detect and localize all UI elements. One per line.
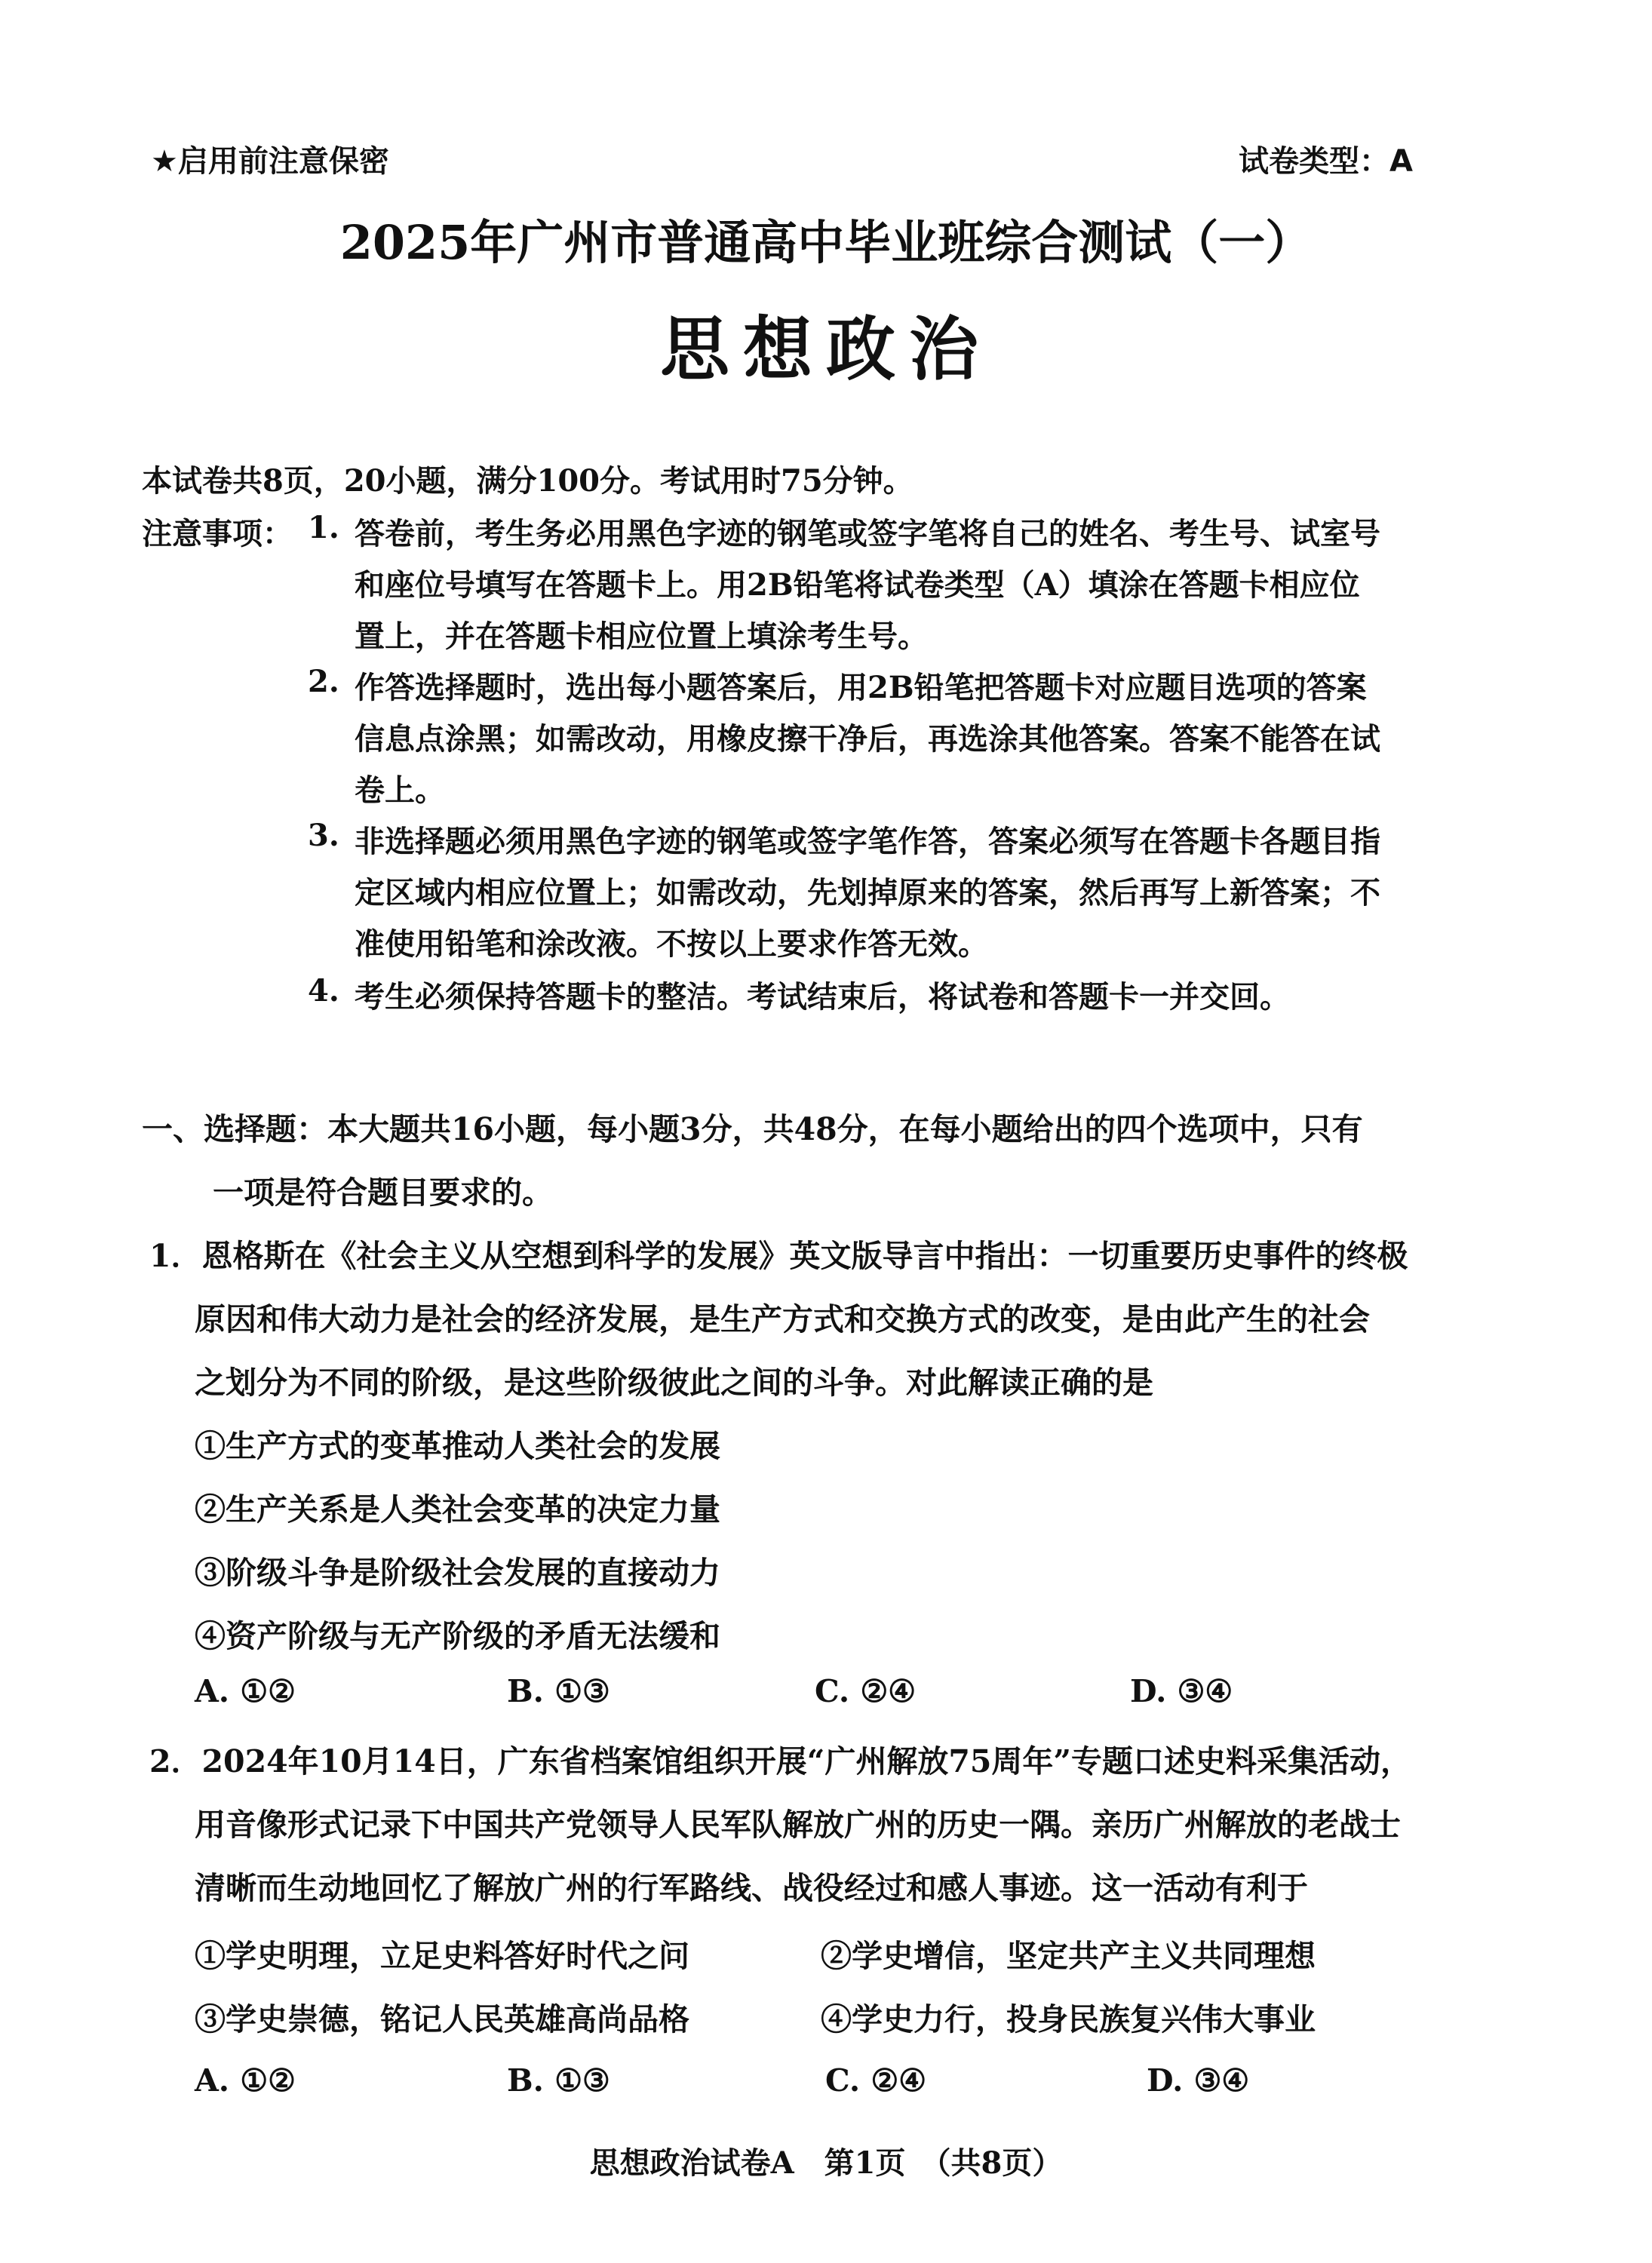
question-1-item: ①生产方式的变革推动人类社会的发展 [195,1428,720,1464]
question-2-item: ①学史明理，立足史料答好时代之问 [195,1938,689,1974]
page-footer: 思想政治试卷A 第1页 （共8页） [589,2145,1063,2181]
question-1-option-a: A. ①② [195,1673,296,1709]
exam-title: 2025年广州市普通高中毕业班综合测试（一） [339,215,1313,270]
note-line: 定区域内相应位置上；如需改动，先划掉原来的答案，然后再写上新答案；不 [355,875,1380,910]
question-2-item: ②学史增信，坚定共产主义共同理想 [821,1938,1316,1974]
secret-notice: ★启用前注意保密 [151,144,389,179]
question-1-item: ③阶级斗争是阶级社会发展的直接动力 [195,1555,720,1591]
question-1-option-b: B. ①③ [507,1673,610,1709]
question-2-item: ④学史力行，投身民族复兴伟大事业 [821,2001,1316,2037]
note-line: 答卷前，考生务必用黑色字迹的钢笔或签字笔将自己的姓名、考生号、试室号 [355,516,1380,551]
note-line: 准使用铅笔和涂改液。不按以上要求作答无效。 [355,926,988,962]
paper-type: 试卷类型：A [1239,144,1413,179]
note-line: 考生必须保持答题卡的整洁。考试结束后，将试卷和答题卡一并交回。 [355,979,1290,1015]
question-1-option-d: D. ③④ [1130,1673,1233,1709]
section-heading: 一、选择题：本大题共16小题，每小题3分，共48分，在每小题给出的四个选项中，只有 [142,1111,1363,1147]
note-line: 非选择题必须用黑色字迹的钢笔或签字笔作答，答案必须写在答题卡各题目指 [355,824,1380,859]
section-heading-cont: 一项是符合题目要求的。 [213,1174,553,1211]
note-number: 2. [308,664,339,699]
question-2-stem: 用音像形式记录下中国共产党领导人民军队解放广州的历史一隅。亲历广州解放的老战士 [195,1807,1401,1843]
note-line: 置上，并在答题卡相应位置上填涂考生号。 [355,619,928,654]
notes-label: 注意事项： [142,516,293,551]
question-2-option-b: B. ①③ [507,2062,610,2099]
question-2-item: ③学史崇德，铭记人民英雄高尚品格 [195,2001,689,2037]
note-line: 和座位号填写在答题卡上。用2B铅笔将试卷类型（A）填涂在答题卡相应位 [355,567,1360,603]
question-2-option-d: D. ③④ [1147,2062,1250,2099]
question-1-item: ④资产阶级与无产阶级的矛盾无法缓和 [195,1618,720,1654]
note-line: 作答选择题时，选出每小题答案后，用2B铅笔把答题卡对应题目选项的答案 [355,670,1367,705]
note-number: 1. [308,510,339,545]
question-1-stem: 原因和伟大动力是社会的经济发展，是生产方式和交换方式的改变，是由此产生的社会 [195,1301,1370,1337]
subject-title: 思想政治 [659,309,992,390]
question-2-stem: 2．2024年10月14日，广东省档案馆组织开展“广州解放75周年”专题口述史料采集活动， [149,1743,1411,1779]
exam-summary: 本试卷共8页，20小题，满分100分。考试用时75分钟。 [142,463,914,499]
question-2-option-a: A. ①② [195,2062,296,2099]
question-1-option-c: C. ②④ [815,1673,916,1709]
note-number: 4. [308,973,339,1009]
question-2-stem: 清晰而生动地回忆了解放广州的行军路线、战役经过和感人事迹。这一活动有利于 [195,1870,1308,1906]
question-1-stem: 1．恩格斯在《社会主义从空想到科学的发展》英文版导言中指出：一切重要历史事件的终极 [149,1238,1408,1274]
question-1-stem: 之划分为不同的阶级，是这些阶级彼此之间的斗争。对此解读正确的是 [195,1365,1153,1401]
note-line: 信息点涂黑；如需改动，用橡皮擦干净后，再选涂其他答案。答案不能答在试 [355,721,1380,757]
note-number: 3. [308,818,339,853]
question-2-option-c: C. ②④ [825,2062,926,2099]
question-1-item: ②生产关系是人类社会变革的决定力量 [195,1491,720,1528]
note-line: 卷上。 [355,772,445,808]
